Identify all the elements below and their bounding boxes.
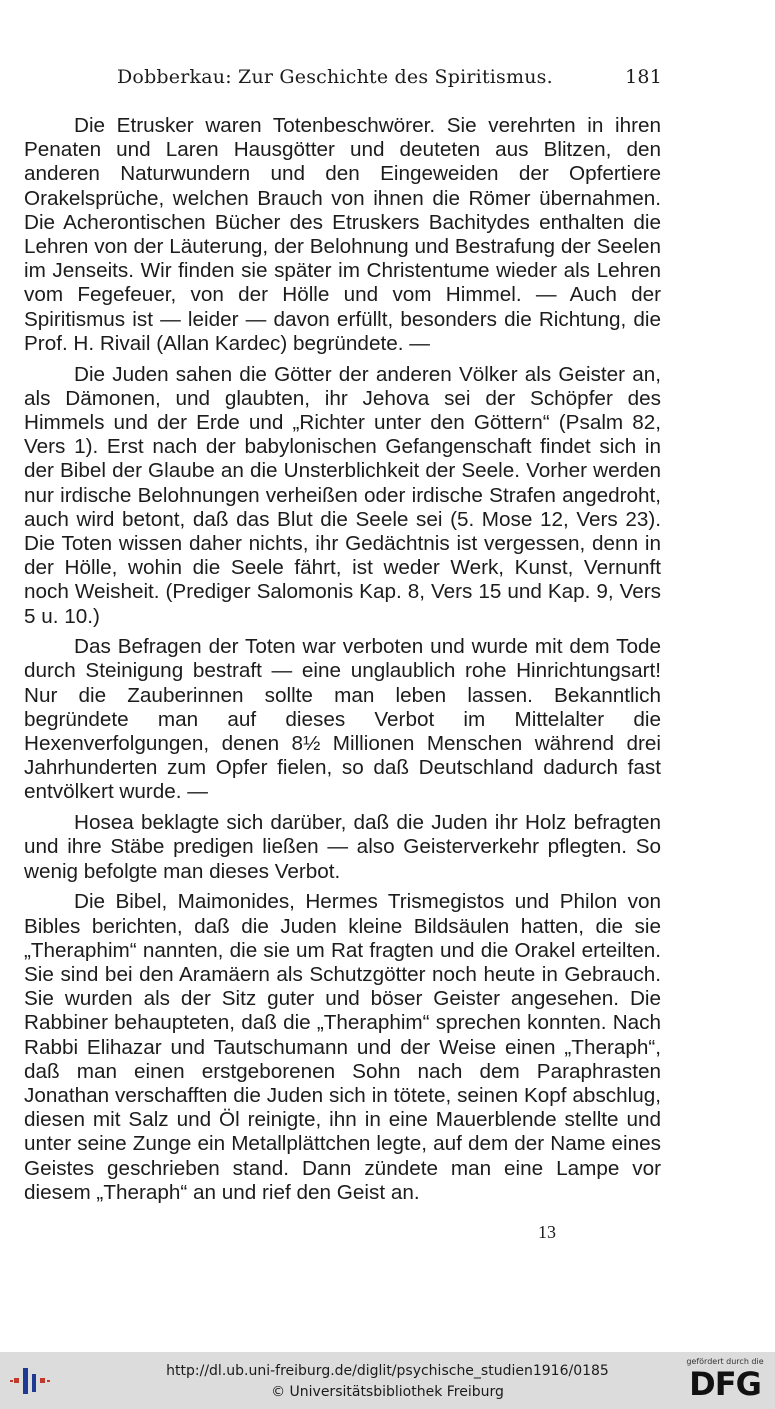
running-head xyxy=(117,66,662,96)
paragraph: Die Juden sahen die Götter der anderen Völker als Geister an, als Dämonen, und glaubten, ihr Jehova sei der Schöpfer des Himmels und der Erde und „Richter unter den Göttern“ (Psalm 82, Vers 1). Erst nach der babylonischen Gefangenschaft findet sich in der Bibel der Glaube an die Unsterblichkeit der Seele. Vorher werden nur irdische Belohnungen verheißen oder irdische Strafen angedroht, auch wird betont, daß das Blut die Seele sei (5. Mose 12, Vers 23). Die Toten wissen daher nichts, ihr Gedächtnis ist vergessen, denn in der Hölle, wohin die Seele fährt, ist weder Werk, Kunst, Vernunft noch Weisheit. (Prediger Salomonis Kap. 8, Vers 15 und Kap. 9, Vers 5 u. 10.) xyxy=(24,362,661,628)
viewer-footer xyxy=(0,1352,775,1409)
paragraph: Das Befragen der Toten war verboten und wurde mit dem Tode durch Steinigung bestraft — eine unglaublich rohe Hinrichtungsart! Nur die Zauberinnen sollte man leben lassen. Bekanntlich begründete man auf dieses Verbot im Mittelalter die Hexenverfolgungen, denen 8½ Millionen Menschen während drei Jahrhunderten zum Opfer fielen, so daß Deutschland dadurch fast entvölkert wurde. — xyxy=(24,635,661,804)
page-number: 181 xyxy=(625,66,662,88)
dfg-wordmark: DFG xyxy=(689,1365,761,1403)
copyright-text: © Universitätsbibliothek Freiburg xyxy=(271,1384,504,1400)
paragraph: Hosea beklagte sich darüber, daß die Juden ihr Holz befragten und ihre Stäbe predigen ließen — also Geisterverkehr pflegten. So wenig befolgte man dieses Verbot. xyxy=(24,811,661,883)
dfg-logo xyxy=(683,1357,767,1405)
source-url[interactable]: http://dl.ub.uni-freiburg.de/diglit/psychische_studien1916/0185 xyxy=(166,1363,609,1379)
body-text xyxy=(24,114,661,1211)
paragraph: Die Bibel, Maimonides, Hermes Trismegistos und Philon von Bibles berichten, daß die Juden kleine Bildsäulen hatten, die sie „Theraphim“ nannten, die sie um Rat fragten und die Orakel erteilten. Sie sind bei den Aramäern als Schutzgötter noch heute in Gebrauch. Sie wurden als der Sitz guter und böser Geister angesehen. Die Rabbiner behaupteten, daß die „Theraphim“ sprechen konnten. Nach Rabbi Elihazar und Tautschumann und der Weise einen „Theraph“, daß man einen erstgeborenen Sohn nach dem Paraphrasten Jonathan verschafften die Juden sich in tötete, seinen Kopf abschlug, diesen mit Salz und Öl reinigte, ihn in eine Mauerblende stellte und unter seine Zunge ein Metallplättchen legte, auf dem der Name eines Geistes geschrieben stand. Dann zündete man eine Lampe vor diesem „Theraph“ an und rief den Geist an. xyxy=(24,890,661,1204)
signature-mark: 13 xyxy=(538,1222,556,1242)
paragraph: Die Etrusker waren Totenbeschwörer. Sie verehrten in ihren Penaten und Laren Hausgötter und deuteten aus Blitzen, den anderen Naturwundern und den Eingeweiden der Opfertiere Orakelsprüche, welchen Brauch von ihnen die Römer übernahmen. Die Acherontischen Bücher des Etruskers Bachitydes enthalten die Lehren von der Läuterung, der Belohnung und Bestrafung der Seelen im Jenseits. Wir finden sie später im Christentume wieder als Lehren vom Fegefeuer, von der Hölle und vom Himmel. — Auch der Spiritismus ist — leider — davon erfüllt, besonders die Richtung, die Prof. H. Rivail (Allan Kardec) begründete. — xyxy=(24,114,661,355)
dfg-caption: gefördert durch die xyxy=(686,1357,764,1366)
running-head-title: Dobberkau: Zur Geschichte des Spiritismus. xyxy=(117,66,553,88)
